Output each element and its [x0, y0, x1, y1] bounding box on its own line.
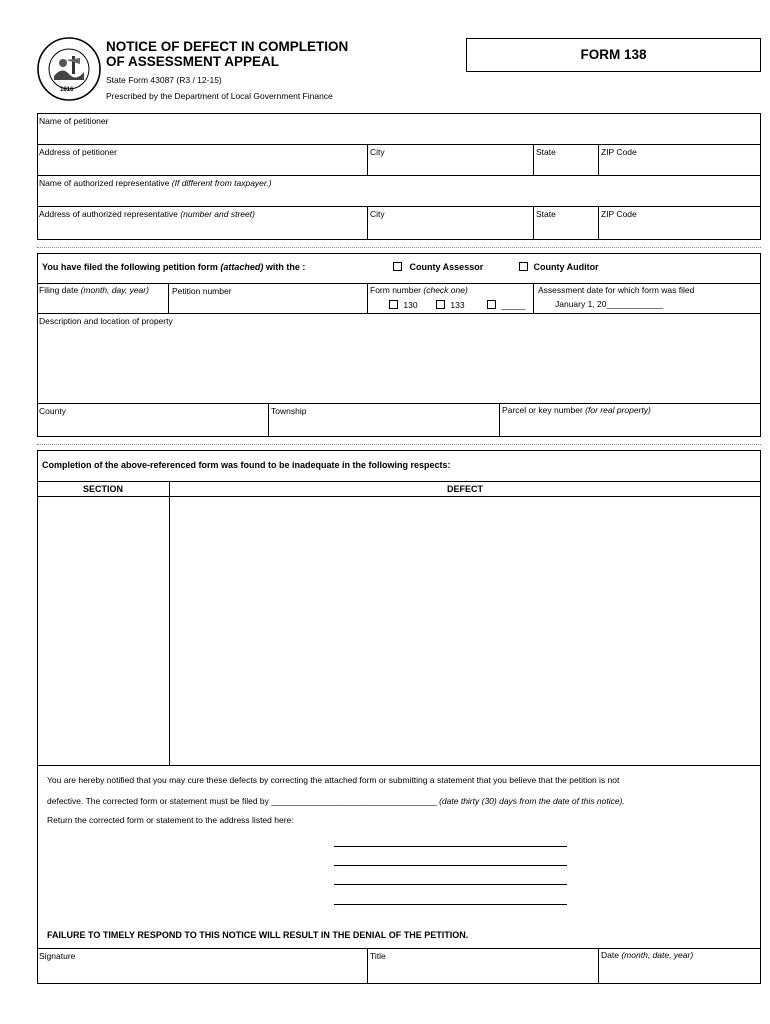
rep-name-note: (If different from taxpayer.): [171, 178, 272, 188]
county-assessor-option[interactable]: [393, 262, 483, 272]
rep-name-label: Name of authorized representative: [39, 178, 170, 188]
township-field[interactable]: [271, 406, 496, 434]
notice-line1: You are hereby notified that you may cure these defects by correcting the attached form or submitting a statement that you believe that the petition is not: [47, 775, 620, 785]
defect-column-input[interactable]: [170, 497, 760, 764]
petitioner-address-field[interactable]: [39, 147, 364, 173]
petitioner-address-label: Address of petitioner: [39, 147, 117, 157]
rep-state-label: State: [536, 209, 556, 219]
form-133-option[interactable]: [436, 300, 465, 310]
township-label: Township: [271, 406, 307, 416]
petitioner-state-field[interactable]: [536, 147, 596, 173]
form-other-checkbox[interactable]: [487, 300, 496, 309]
form-other-option[interactable]: [487, 300, 525, 310]
form-133-checkbox[interactable]: [436, 300, 445, 309]
date-label: Date: [601, 950, 619, 960]
petitioner-city-field[interactable]: [370, 147, 530, 173]
filing-date-field[interactable]: [39, 285, 165, 311]
petition-number-label: Petition number: [172, 286, 232, 296]
property-description-label: Description and location of property: [39, 316, 173, 326]
petition-number-field[interactable]: [172, 286, 364, 312]
parcel-number-field[interactable]: [502, 405, 758, 433]
title-field[interactable]: [370, 951, 595, 981]
section-column-header: SECTION: [82, 484, 123, 494]
rep-address-note: (number and street): [180, 209, 255, 219]
return-address-line-3[interactable]: [334, 884, 567, 885]
filing-date-label: Filing date: [39, 285, 79, 295]
notice-line3: Return the corrected form or statement to the address listed here:: [47, 815, 294, 825]
title-label: Title: [370, 951, 386, 961]
assessment-date-value: January 1, 20____________: [555, 299, 664, 309]
notice-line2: [47, 796, 625, 806]
section-column-input[interactable]: [38, 497, 168, 764]
state-form-number: State Form 43087 (R3 / 12-15): [106, 75, 222, 85]
rep-address-field[interactable]: [39, 209, 364, 238]
rep-name-field[interactable]: [39, 178, 759, 204]
defect-column-header: DEFECT: [447, 484, 483, 494]
form-title: [106, 39, 348, 69]
form-other-label: _____: [501, 300, 526, 310]
form-number-label: Form number: [370, 285, 422, 295]
form-130-checkbox[interactable]: [389, 300, 398, 309]
filing-intro-post: with the :: [265, 262, 306, 272]
return-address-line-2[interactable]: [334, 865, 567, 866]
filing-intro-em: (attached): [220, 262, 264, 272]
rep-city-label: City: [370, 209, 385, 219]
rep-city-field[interactable]: [370, 209, 530, 238]
form-title-line1: NOTICE OF DEFECT IN COMPLETION: [106, 39, 349, 54]
date-field[interactable]: [601, 950, 759, 980]
return-address-line-1[interactable]: [334, 846, 567, 847]
petitioner-zip-field[interactable]: [601, 147, 759, 173]
parcel-number-note: (for real property): [585, 405, 651, 415]
state-seal: [36, 36, 102, 102]
petitioner-zip-label: ZIP Code: [601, 147, 637, 157]
rep-state-field[interactable]: [536, 209, 596, 238]
form-number: FORM 138: [580, 47, 647, 62]
form-title-line2: OF ASSESSMENT APPEAL: [106, 54, 280, 69]
petitioner-name-field[interactable]: [39, 116, 759, 142]
form-number-note: (check one): [423, 285, 468, 295]
seal-year: 1816: [60, 87, 74, 93]
county-field[interactable]: [39, 406, 265, 434]
return-address-line-4[interactable]: [334, 904, 567, 905]
form-130-label: 130: [403, 300, 418, 310]
petitioner-city-label: City: [370, 147, 385, 157]
petitioner-state-label: State: [536, 147, 556, 157]
denial-warning: FAILURE TO TIMELY RESPOND TO THIS NOTICE WILL RESULT IN THE DENIAL OF THE PETITION.: [47, 930, 469, 940]
parcel-number-label: Parcel or key number: [502, 405, 583, 415]
filing-intro-pre: You have filed the following petition form: [42, 262, 218, 272]
county-assessor-label: County Assessor: [409, 262, 484, 272]
signature-field[interactable]: [39, 951, 364, 981]
county-assessor-checkbox[interactable]: [393, 262, 402, 271]
assessment-date-field[interactable]: [538, 285, 758, 311]
prescribed-by: Prescribed by the Department of Local Government Finance: [106, 91, 333, 101]
form-130-option[interactable]: [389, 300, 418, 310]
county-label: County: [39, 406, 66, 416]
form-133-label: 133: [450, 300, 465, 310]
notice-line2-text: defective. The corrected form or statement must be filed by ___________________________________: [47, 796, 437, 806]
rep-address-label: Address of authorized representative: [39, 209, 178, 219]
defects-intro: Completion of the above-referenced form was found to be inadequate in the following respects:: [42, 460, 451, 470]
county-auditor-checkbox[interactable]: [519, 262, 528, 271]
assessment-date-label: Assessment date for which form was filed: [538, 285, 695, 295]
form-number-box: [466, 38, 761, 72]
date-note: (month, date, year): [621, 950, 694, 960]
petitioner-name-label: Name of petitioner: [39, 116, 109, 126]
filing-date-note: (month, day, year): [80, 285, 149, 295]
property-description-field[interactable]: [39, 316, 759, 400]
rep-zip-field[interactable]: [601, 209, 759, 238]
county-auditor-option[interactable]: [519, 262, 599, 272]
filing-intro: [42, 262, 305, 272]
notice-line2-note: (date thirty (30) days from the date of this notice).: [439, 796, 625, 806]
county-auditor-label: County Auditor: [533, 262, 599, 272]
signature-label: Signature: [39, 951, 76, 961]
rep-zip-label: ZIP Code: [601, 209, 637, 219]
